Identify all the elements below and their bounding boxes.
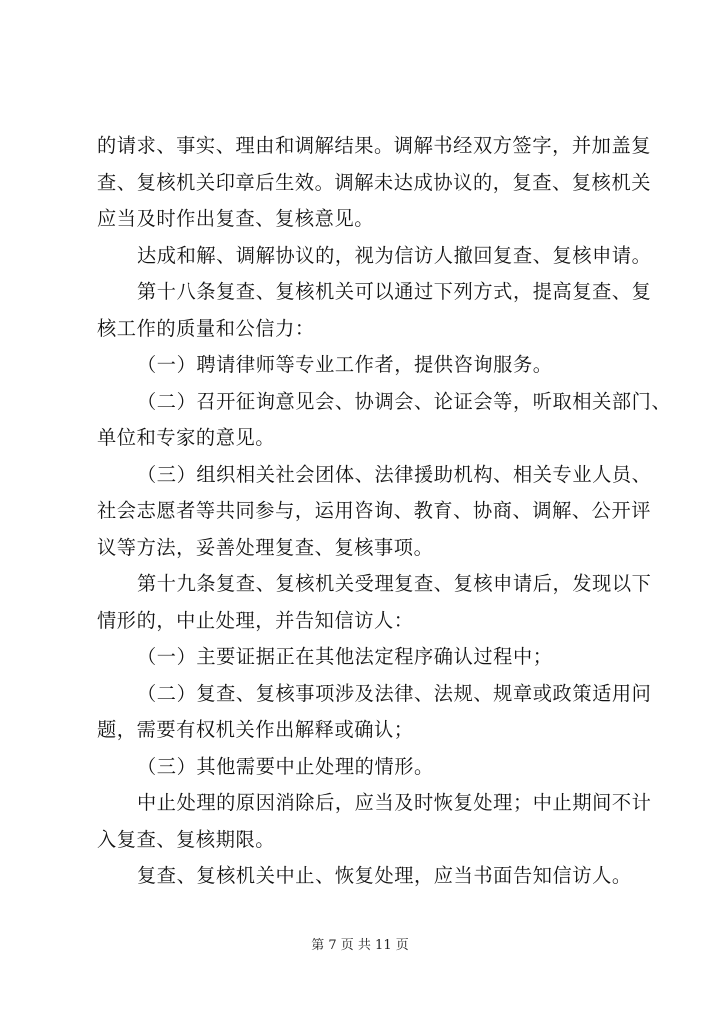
list-item-line: （一）聘请律师等专业工作者，提供咨询服务。	[137, 353, 553, 376]
body-line: 社会志愿者等共同参与，运用咨询、教育、协商、调解、公开评	[97, 499, 652, 522]
body-line: 题，需要有权机关作出解释或确认；	[97, 718, 414, 741]
body-line: 情形的，中止处理，并告知信访人：	[97, 608, 414, 632]
list-item-line: （一）主要证据正在其他法定程序确认过程中；	[137, 645, 553, 668]
article-18-line: 第十八条复查、复核机关可以通过下列方式，提高复查、复	[137, 280, 652, 303]
list-item-line: （三）其他需要中止处理的情形。	[137, 754, 434, 778]
body-line: 议等方法，妥善处理复查、复核事项。	[97, 535, 434, 559]
list-item-line: （三）组织相关社会团体、法律援助机构、相关专业人员、	[137, 462, 652, 486]
body-line: 单位和专家的意见。	[97, 426, 276, 449]
list-item-line: （二）召开征询意见会、协调会、论证会等，听取相关部门、	[137, 389, 672, 413]
list-item-line: （二）复查、复核事项涉及法律、法规、规章或政策适用问	[137, 681, 652, 705]
page-number-label: 第 7 页 共 11 页	[311, 938, 409, 953]
paragraph-line: 达成和解、调解协议的，视为信访人撤回复查、复核申请。	[137, 243, 652, 267]
body-line: 入复查、复核期限。	[97, 827, 276, 851]
body-line: 核工作的质量和公信力：	[97, 316, 315, 340]
paragraph-line: 中止处理的原因消除后，应当及时恢复处理；中止期间不计	[137, 791, 652, 814]
body-line: 应当及时作出复查、复核意见。	[97, 207, 375, 230]
paragraph-line: 复查、复核机关中止、恢复处理，应当书面告知信访人。	[137, 864, 632, 887]
document-body	[97, 128, 672, 895]
body-line: 的请求、事实、理由和调解结果。调解书经双方签字，并加盖复	[97, 134, 652, 157]
body-line: 查、复核机关印章后生效。调解未达成协议的，复查、复核机关	[97, 170, 652, 194]
article-19-line: 第十九条复查、复核机关受理复查、复核申请后，发现以下	[137, 572, 652, 595]
page-footer	[0, 936, 720, 956]
